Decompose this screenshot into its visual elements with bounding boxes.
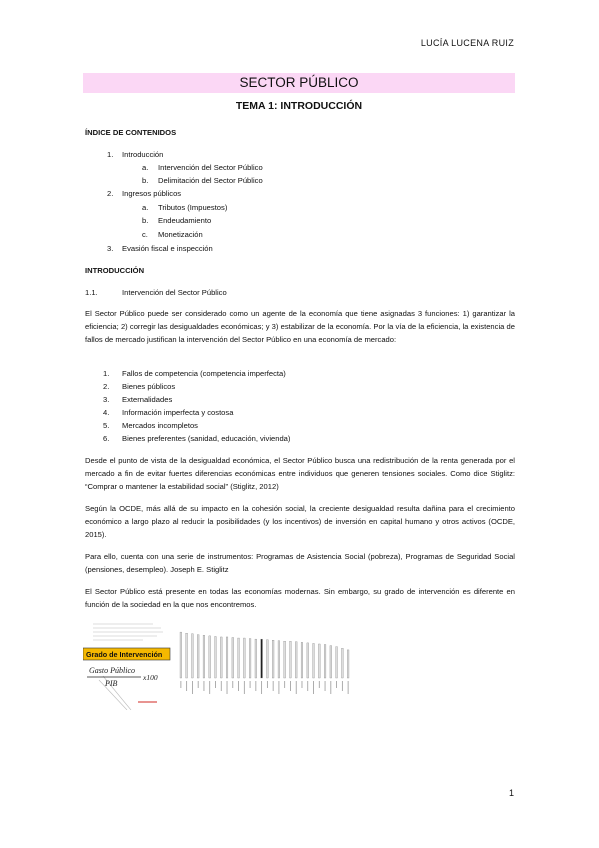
intervention-chart xyxy=(83,618,355,710)
document-subtitle: TEMA 1: INTRODUCCIÓN xyxy=(235,100,363,112)
formula-numerator: Gasto Público xyxy=(89,666,135,675)
formula-denominator: PIB xyxy=(105,679,118,688)
toc-item-2c: Monetización xyxy=(158,230,203,239)
chart-bar xyxy=(336,647,338,678)
list-item-4: Información imperfecta y costosa xyxy=(122,408,234,417)
toc-item-2b-num: b. xyxy=(142,216,149,225)
chart-bar xyxy=(330,646,332,678)
chart-bar xyxy=(301,642,303,678)
list-item-5: Mercados incompletos xyxy=(122,421,198,430)
list-item-6: Bienes preferentes (sanidad, educación, vivienda) xyxy=(122,434,291,443)
label-text: Grado de Intervención xyxy=(86,650,163,659)
toc-item-2a-num: a. xyxy=(142,203,149,212)
chart-bar xyxy=(180,632,182,678)
chart-bar xyxy=(226,637,228,678)
intervention-figure xyxy=(83,618,355,710)
header-author: LUCÍA LUCENA RUIZ xyxy=(420,38,514,48)
chart-bar xyxy=(197,635,199,678)
toc-item-2b: Endeudamiento xyxy=(158,216,212,225)
paragraph-2: Desde el punto de vista de la desigualdad económica, el Sector Público busca una redistribución de la renta generada por el mercado a fin de evitar fuertes diferencias económicas entre individuos que generen tensiones sociales. Como dice Stiglitz: “Comprar o mantener la estabilidad social” (Stiglitz, 2012) xyxy=(85,456,515,491)
chart-bars xyxy=(180,632,349,678)
paragraph-3: Según la OCDE, más allá de su impacto en la cohesión social, la creciente desigualdad resulta dañina para el crecimiento económico a largo plazo al reducir la posibilidades (y los incentivos) de inversión en capital humano y otros activos (OCDE, 2015). xyxy=(85,504,515,539)
chart-bar xyxy=(318,644,320,678)
chart-bar xyxy=(238,638,240,678)
chart-bar xyxy=(272,640,274,678)
chart-bar xyxy=(215,636,217,678)
list-3-num: 3. xyxy=(103,395,110,404)
toc-item-2-num: 2. xyxy=(107,189,114,198)
subsection-number: 1.1. xyxy=(85,288,98,297)
section-heading: INTRODUCCIÓN xyxy=(85,266,145,275)
paragraph-4: Para ello, cuenta con una serie de instrumentos: Programas de Asistencia Social (pobreza), Programas de Seguridad Social (pensiones, desempleo). Joseph E. Stiglitz xyxy=(85,552,515,574)
chart-bar xyxy=(249,639,251,678)
chart-bar xyxy=(203,635,205,678)
toc-item-1b: Delimitación del Sector Público xyxy=(158,176,263,185)
chart-bar xyxy=(243,638,245,678)
list-5-num: 5. xyxy=(103,421,110,430)
toc-item-3-num: 3. xyxy=(107,244,114,253)
chart-bar xyxy=(255,639,257,678)
list-1-num: 1. xyxy=(103,369,110,378)
toc-heading: ÍNDICE DE CONTENIDOS xyxy=(85,128,177,137)
toc-item-2c-num: c. xyxy=(142,230,148,239)
chart-bar xyxy=(295,642,297,678)
formula-multiplier: x100 xyxy=(143,673,158,682)
list-item-1: Fallos de competencia (competencia imperfecta) xyxy=(122,369,286,378)
chart-bar xyxy=(313,643,315,678)
subsection-title: Intervención del Sector Público xyxy=(122,288,227,297)
chart-bar xyxy=(192,634,194,678)
chart-bar xyxy=(278,641,280,678)
chart-bar xyxy=(347,650,349,678)
chart-bar xyxy=(284,641,286,678)
chart-bar xyxy=(324,645,326,678)
chart-bar xyxy=(261,639,263,678)
chart-bar xyxy=(267,640,269,678)
chart-bar xyxy=(290,641,292,678)
toc-item-1a-num: a. xyxy=(142,163,149,172)
chart-bar xyxy=(307,643,309,678)
list-2-num: 2. xyxy=(103,382,110,391)
chart-bar xyxy=(209,636,211,678)
chart-bar xyxy=(220,637,222,678)
chart-bar xyxy=(232,638,234,679)
toc-item-1-num: 1. xyxy=(107,150,114,159)
list-6-num: 6. xyxy=(103,434,110,443)
toc-item-2a: Tributos (Impuestos) xyxy=(158,203,228,212)
list-item-3: Externalidades xyxy=(122,395,173,404)
chart-bar xyxy=(186,633,188,678)
list-4-num: 4. xyxy=(103,408,110,417)
list-item-2: Bienes públicos xyxy=(122,382,176,391)
chart-bar xyxy=(341,648,343,678)
toc-item-1b-num: b. xyxy=(142,176,149,185)
toc-item-2: Ingresos públicos xyxy=(122,189,182,198)
document-title: SECTOR PÚBLICO xyxy=(83,73,515,93)
page-number: 1 xyxy=(508,788,514,798)
paragraph-1: El Sector Público puede ser considerado como un agente de la economía que tiene asignadas 3 funciones: 1) garantizar la eficiencia; 2) corregir las desigualdades económicas; y 3) estabilizar de la economía. Por la vía de la eficiencia, la existencia de fallos de mercado justifican la intervención del Sector Público en una economía de mercado: xyxy=(85,309,515,344)
toc-item-3: Evasión fiscal e inspección xyxy=(122,244,213,253)
toc-item-1: Introducción xyxy=(122,150,164,159)
chart-x-labels xyxy=(181,681,348,694)
toc-item-1a: Intervención del Sector Público xyxy=(158,163,263,172)
paragraph-5: El Sector Público está presente en todas las economías modernas. Sin embargo, su grado de intervención es diferente en función de la sociedad en la que nos encontremos. xyxy=(85,587,515,609)
